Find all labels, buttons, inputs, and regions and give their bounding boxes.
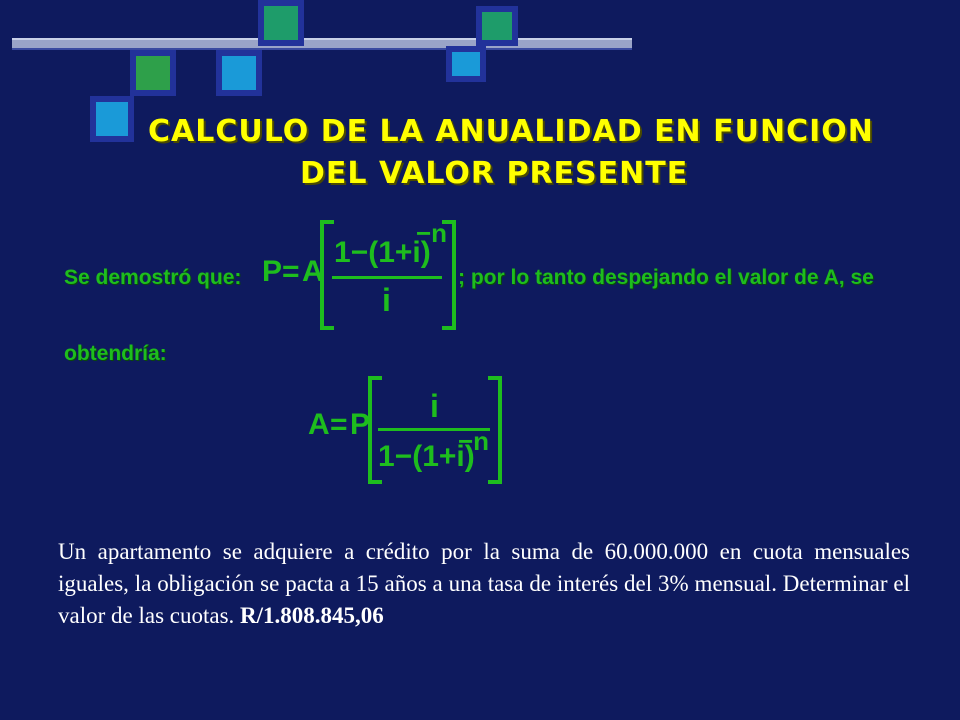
decorative-square [216,50,262,96]
problem-text: Un apartamento se adquiere a crédito por la suma de 60.000.000 en cuota mensuales iguales, la obligación se pacta a 15 años a una tasa de interés del 3% mensual. Determinar el valor de las cuotas. [58,539,910,628]
slide-title-line1: CALCULO DE LA ANUALIDAD EN FUNCION [148,114,874,149]
eq1-exponent: −n [416,218,448,248]
eq2-denominator: 1−(1+i) [378,440,475,473]
eq2-equals: = [330,408,348,441]
decorative-square [130,50,176,96]
decorative-square [90,96,134,142]
eq2-coef: P [350,408,371,441]
formula-intro-text: Se demostró que: [64,266,242,289]
eq1-equals: = [282,255,300,288]
eq2-numerator: i [430,388,439,424]
eq1-lhs: P [262,255,283,288]
eq2-exponent: −n [458,426,490,456]
eq2-right-bracket [488,376,502,484]
decorative-square [446,46,486,82]
decorative-square [258,0,304,46]
decorative-line [12,38,632,50]
eq2-lhs: A [308,408,330,441]
eq1-fraction-bar [332,276,442,279]
decorative-square [476,6,518,46]
eq1-left-bracket [320,220,334,330]
formula-continuation-text: obtendría: [64,342,167,365]
eq1-numerator: 1−(1+i) [334,236,431,269]
formula-middle-text: ; por lo tanto despejando el valor de A, se [458,266,874,289]
answer-text: R/1.808.845,06 [240,603,384,628]
eq1-denominator: i [382,282,391,318]
slide-title-line2: DEL VALOR PRESENTE [300,156,689,191]
eq1-right-bracket [442,220,456,330]
problem-statement [58,536,910,632]
eq1-coef: A [302,255,324,288]
